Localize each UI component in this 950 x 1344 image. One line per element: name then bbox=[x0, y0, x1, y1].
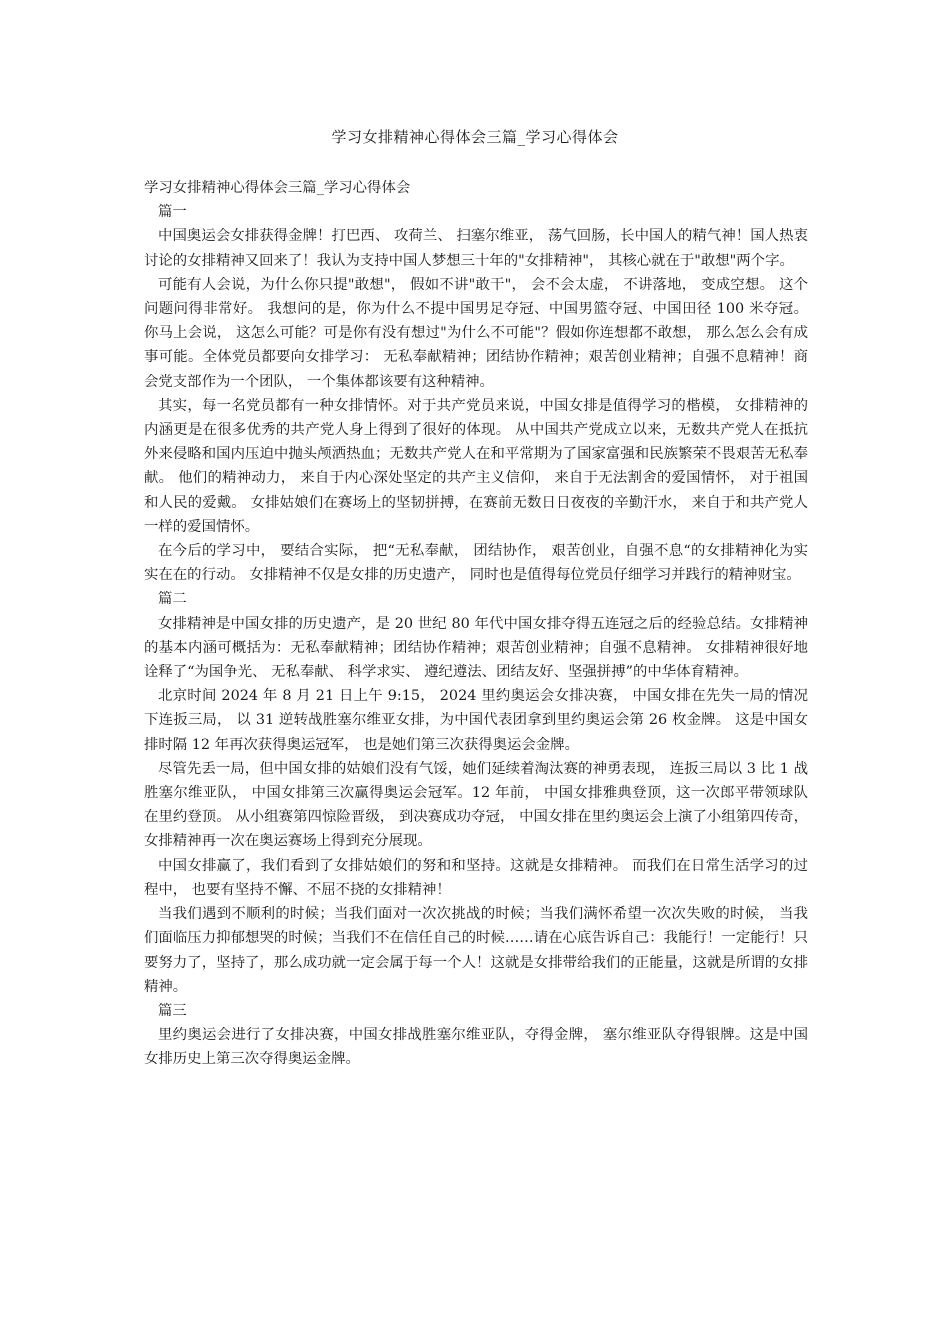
paragraph: 北京时间 2024 年 8 月 21 日上午 9:15， 2024 里约奥运会女排决赛， 中国女排在先失一局的情况下连扳三局， 以 31 逆转战胜塞尔维亚女排，为中国代表团拿到里约奥运会第 26 枚金牌。 这是中国女排时隔 12 年再次获得奥运冠军， 也是她们第三次获得奥运会金牌。 bbox=[144, 688, 808, 753]
section-one bbox=[144, 200, 808, 587]
section-three bbox=[144, 999, 808, 1072]
paragraph: 可能有人会说，为什么你只提"敢想"， 假如不讲"敢干"， 会不会太虚， 不讲落地， 变成空想。 这个问题问得非常好。 我想问的是，你为什么不提中国男足夺冠、中国男篮夺冠、中国田径 100 米夺冠。 你马上会说， 这怎么可能？可是你有没有想过"为什么不可能"？假如你连想都不敢想， 那么怎么会有成事可能。全体党员都要向女排学习： 无私奉献精神；团结协作精神；艰苦创业精神；自强不息精神！商会党支部作为一个团队， 一个集体都该要有这种精神。 bbox=[144, 276, 808, 390]
document-title: 学习女排精神心得体会三篇_学习心得体会 bbox=[331, 128, 619, 146]
paragraph: 其实，每一名党员都有一种女排情怀。对于共产党员来说，中国女排是值得学习的楷模， 女排精神的内涵更是在很多优秀的共产党人身上得到了很好的体现。 从中国共产党成立以来，无数共产党人在抵抗外来侵略和国内压迫中抛头颅洒热血；无数共产党人在和平常期为了国家富强和民族繁荣不畏艰苦无私奉献。 他们的精神动力， 来自于内心深处坚定的共产主义信仰， 来自于无法割舍的爱国情怀， 对于祖国和人民的爱戴。 女排姑娘们在赛场上的坚韧拼搏，在赛前无数日日夜夜的辛勤汗水， 来自于和共产党人一样的爱国情怀。 bbox=[144, 397, 808, 535]
section-heading: 篇三 bbox=[158, 1002, 187, 1019]
paragraph: 里约奥运会进行了女排决赛，中国女排战胜塞尔维亚队，夺得金牌， 塞尔维亚队夺得银牌。这是中国女排历史上第三次夺得奥运金牌。 bbox=[144, 1027, 808, 1068]
paragraph: 女排精神是中国女排的历史遗产，是 20 世纪 80 年代中国女排夺得五连冠之后的经验总结。女排精神的基本内涵可概括为：无私奉献精神；团结协作精神；艰苦创业精神；自强不息精神。 女排精神很好地诠释了“为国争光、 无私奉献、 科学求实、 遵纪遵法、团结友好、坚强拼搏”的中华体育精神。 bbox=[144, 615, 808, 681]
paragraph: 中国女排赢了，我们看到了女排姑娘们的努和和坚持。这就是女排精神。 而我们在日常生活学习的过程中， 也要有坚持不懈、不屈不挠的女排精神！ bbox=[144, 857, 808, 898]
paragraph: 中国奥运会女排获得金牌！打巴西、 攻荷兰、 扫塞尔维亚， 荡气回肠，长中国人的精气神！国人热衷讨论的女排精神又回来了！我认为支持中国人梦想三十年的"女排精神"， 其核心就在于"敢想"两个字。 bbox=[144, 228, 808, 269]
paragraph: 在今后的学习中， 要结合实际， 把“无私奉献， 团结协作， 艰苦创业，自强不息“的女排精神化为实实在在的行动。 女排精神不仅是女排的历史遗产， 同时也是值得每位党员仔细学习并践行的精神财宝。 bbox=[144, 543, 808, 584]
section-heading: 篇一 bbox=[158, 204, 187, 221]
paragraph: 当我们遇到不顺利的时候；当我们面对一次次挑战的时候；当我们满怀希望一次次失败的时候， 当我们面临压力抑郁想哭的时候；当我们不在信任自己的时候……请在心底告诉自己：我能行！一定能行！只要努力了，坚持了，那么成功就一定会属于每一个人！这就是女排带给我们的正能量，这就是所谓的女排精神。 bbox=[144, 906, 808, 995]
section-two bbox=[144, 587, 808, 998]
document-subtitle: 学习女排精神心得体会三篇_学习心得体会 bbox=[144, 180, 411, 196]
section-heading: 篇二 bbox=[158, 591, 187, 608]
paragraph: 尽管先丢一局，但中国女排的姑娘们没有气馁，她们延续着淘汰赛的神勇表现， 连扳三局以 3 比 1 战胜塞尔维亚队， 中国女排第三次赢得奥运会冠军。12 年前， 中国女排雅典登顶，这一次郎平带领球队在里约登顶。 从小组赛第四惊险晋级， 到决赛成功夺冠， 中国女排在里约奥运会上演了小组第四传奇， 女排精神再一次在奥运赛场上得到充分展现。 bbox=[144, 760, 808, 850]
document-body bbox=[144, 176, 808, 1072]
